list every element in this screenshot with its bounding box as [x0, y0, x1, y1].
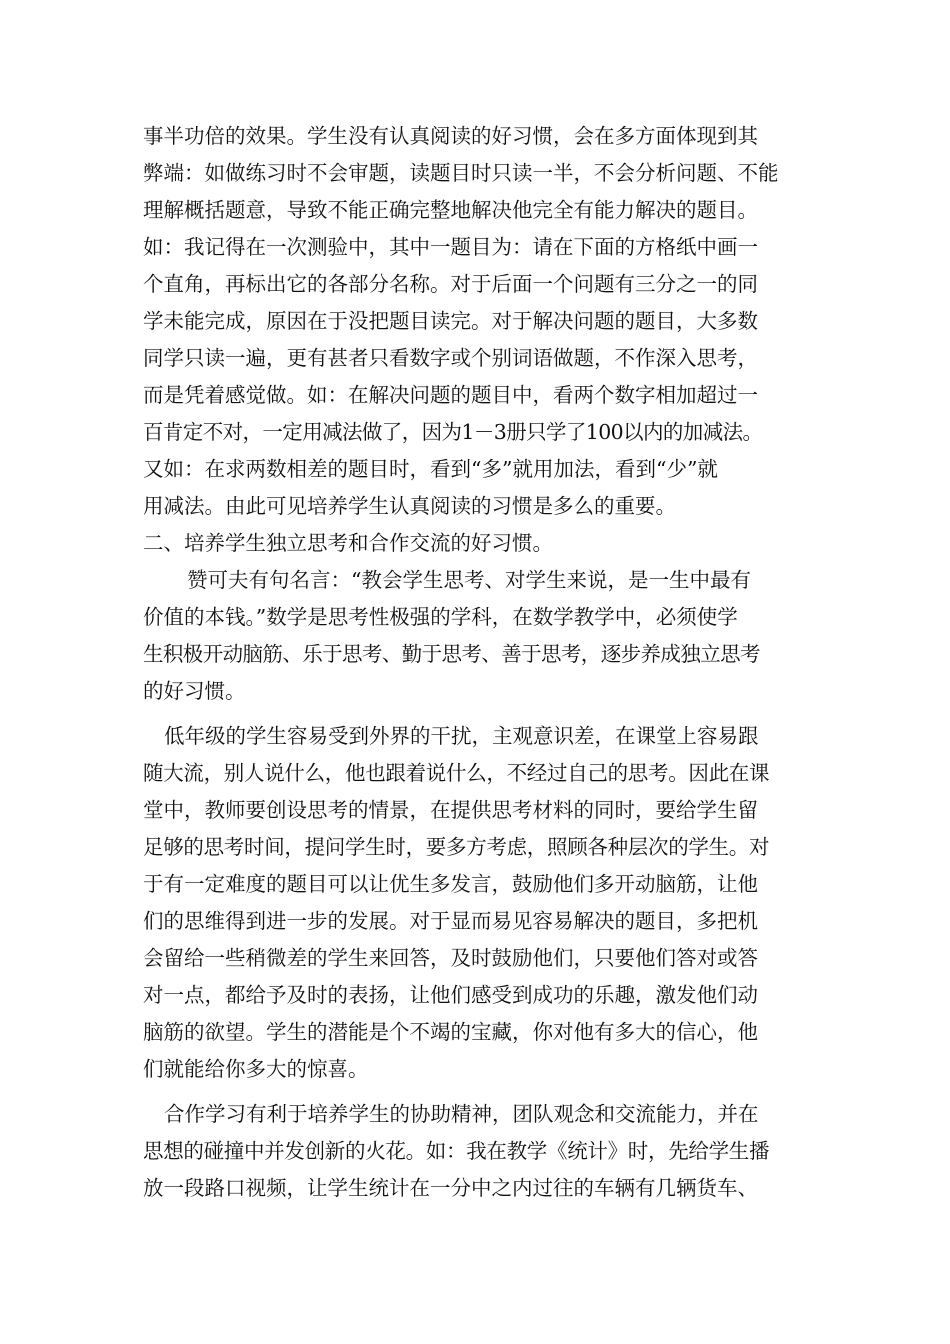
paragraph-2 [143, 562, 813, 710]
paragraph-4 [143, 1096, 813, 1207]
text-line: 合作学习有利于培养学生的协助精神，团队观念和交流能力，并在 [164, 1102, 759, 1126]
text-line: 个直角，再标出它的各部分名称。对于后面一个问题有三分之一的同 [143, 272, 758, 296]
text-line: 理解概括题意，导致不能正确完整地解决他完全有能力解决的题目。 [143, 198, 758, 222]
text-line: 低年级的学生容易受到外界的干扰，主观意识差，在课堂上容易跟 [164, 724, 759, 748]
text-line: 事半功倍的效果。学生没有认真阅读的好习惯，会在多方面体现到其 [143, 124, 758, 148]
text-line: 百肯定不对，一定用减法做了，因为1－3册只学了100以内的加减法。 [143, 420, 763, 444]
text-line: 放一段路口视频，让学生统计在一分中之内过往的车辆有几辆货车、 [143, 1176, 758, 1200]
text-line: 弊端：如做练习时不会审题，读题目时只读一半，不会分析问题、不能 [143, 161, 779, 185]
text-line: 又如：在求两数相差的题目时，看到“多”就用加法，看到“少”就 [143, 457, 718, 481]
text-line: 对一点，都给予及时的表扬，让他们感受到成功的乐趣，激发他们动 [143, 983, 758, 1007]
text-line: 们就能给你多大的惊喜。 [143, 1057, 369, 1081]
text-line: 价值的本钱。”数学是思考性极强的学科，在数学教学中，必须使学 [143, 605, 738, 629]
text-line: 随大流，别人说什么，他也跟着说什么，不经过自己的思考。因此在课 [143, 761, 770, 785]
text-line: 会留给一些稍微差的学生来回答，及时鼓励他们，只要他们答对或答 [143, 946, 758, 970]
text-line: 而是凭着感觉做。如：在解决问题的题目中，看两个数字相加超过一 [143, 383, 758, 407]
paragraph-gap [143, 710, 813, 718]
text-line: 的好习惯。 [143, 679, 246, 703]
text-line: 如：我记得在一次测验中，其中一题目为：请在下面的方格纸中画一 [143, 235, 758, 259]
text-line: 足够的思考时间，提问学生时，要多方考虑，照顾各种层次的学生。对 [143, 835, 770, 859]
text-line: 赞可夫有句名言：“教会学生思考、对学生来说，是一生中最有 [187, 568, 751, 592]
section-heading: 二、培养学生独立思考和合作交流的好习惯。 [143, 531, 553, 555]
paragraph-3 [143, 718, 813, 1088]
paragraph-gap [143, 1088, 813, 1096]
paragraph-1 [143, 118, 813, 525]
text-line: 同学只读一遍，更有甚者只看数字或个别词语做题，不作深入思考， [143, 346, 758, 370]
text-line: 思想的碰撞中并发创新的火花。如：我在教学《统计》时，先给学生播 [143, 1139, 770, 1163]
text-line: 于有一定难度的题目可以让优生多发言，鼓励他们多开动脑筋，让他 [143, 872, 758, 896]
text-line: 脑筋的欲望。学生的潜能是个不竭的宝藏，你对他有多大的信心，他 [143, 1020, 758, 1044]
text-line: 们的思维得到进一步的发展。对于显而易见容易解决的题目，多把机 [143, 909, 758, 933]
document-body [143, 118, 813, 1207]
text-line: 用减法。由此可见培养学生认真阅读的习惯是多么的重要。 [143, 494, 676, 518]
text-line: 堂中，教师要创设思考的情景，在提供思考材料的同时，要给学生留 [143, 798, 758, 822]
text-line: 学未能完成，原因在于没把题目读完。对于解决问题的题目，大多数 [143, 309, 758, 333]
text-line: 生积极开动脑筋、乐于思考、勤于思考、善于思考，逐步养成独立思考 [143, 642, 760, 666]
